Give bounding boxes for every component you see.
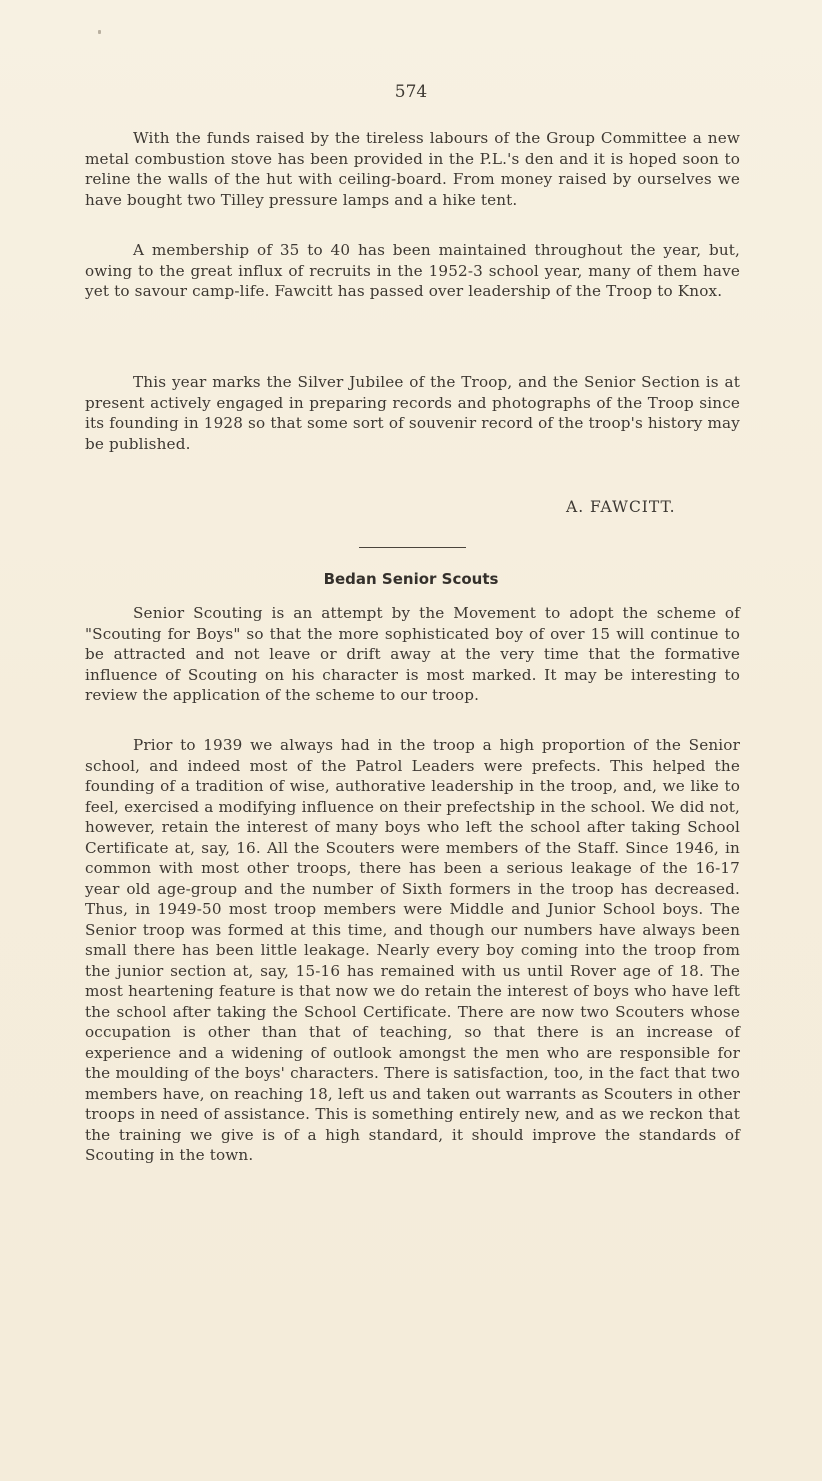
paragraph-membership: A membership of 35 to 40 has been maintained throughout the year, but, owing to the great influx of recruits in the 1952-3 school year, many of them have yet to savour camp-life. Fawcitt has passed over leadership of the Troop to Knox. — [85, 241, 740, 300]
paper-speck — [98, 30, 101, 34]
section-heading: Bedan Senior Scouts — [323, 570, 499, 588]
paragraph-silver-jubilee: This year marks the Silver Jubilee of the Troop, and the Senior Section is at present actively engaged in preparing records and photographs of the Troop since its founding in 1928 so that some sort of souvenir record of the troop's history may be published. — [85, 373, 740, 453]
section-divider — [359, 547, 466, 548]
signature: A. FAWCITT. — [566, 498, 676, 516]
paragraph-funds: With the funds raised by the tireless labours of the Group Committee a new metal combustion stove has been provided in the P.L.'s den and it is hoped soon to reline the walls of the hut with ceiling-board. From money raised by ourselves we have bought two Tilley pressure lamps and a hike tent. — [85, 129, 740, 209]
paragraph-history: Prior to 1939 we always had in the troop a high proportion of the Senior school, and indeed most of the Patrol Leaders were prefects. This helped the founding of a tradition of wise, authorative leadership in the troop, and, we like to feel, exercised a modifying influence on their prefectship in the school. We did not, however, retain the interest of many boys who left the school after taking School Certificate at, say, 16. All the Scouters were members of the Staff. Since 1946, in common with most other troops, there has been a serious leakage of the 16-17 year old age-group and the number of Sixth formers in the troop has decreased. Thus, in 1949-50 most troop members were Middle and Junior School boys. The Senior troop was formed at this time, and though our numbers have always been small there has been little leakage. Nearly every boy coming into the troop from the junior section at, say, 15-16 has remained with us until Rover age of 18. The most heartening feature is that now we do retain the interest of boys who have left the school after taking the School Certificate. There are now two Scouters whose occupation is other than that of teaching, so that there is an increase of experience and a widening of outlook amongst the men who are responsible for the moulding of the boys' characters. There is satisfaction, too, in the fact that two members have, on reaching 18, left us and taken out warrants as Scouters in other troops in need of assistance. This is something entirely new, and as we reckon that the training we give is of a high standard, it should improve the standards of Scouting in the town. — [85, 736, 740, 1164]
page-number: 574 — [394, 82, 428, 102]
paragraph-senior-scouting: Senior Scouting is an attempt by the Movement to adopt the scheme of "Scouting for Boys" so that the more sophisticated boy of over 15 will continue to be attracted and not leave or drift away at the very time that the formative influence of Scouting on his character is most marked. It may be interesting to review the application of the scheme to our troop. — [85, 604, 740, 704]
